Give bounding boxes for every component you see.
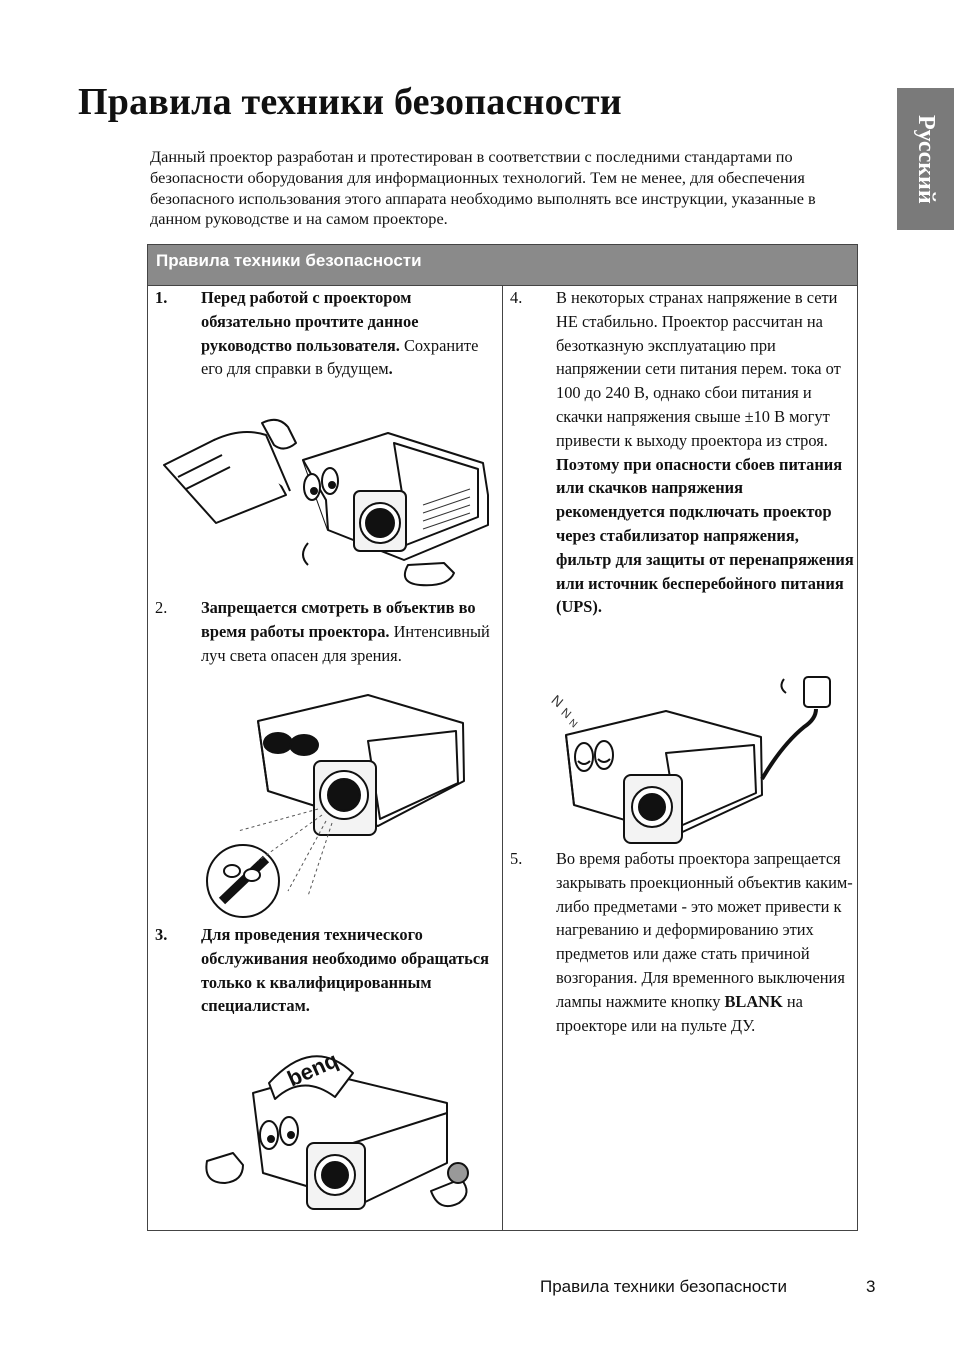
item-number: 4. [510,288,523,307]
svg-text:N: N [558,705,575,722]
language-tab [897,88,954,230]
item-text [201,923,497,1018]
intro-paragraph: Данный проектор разработан и протестирован в соответствии с последними стандартами по безопасности оборудования для информационных технологий. Тем не менее, для обеспечения безопасного использования этого аппарата необходимо выполнять все инструкции, указанные в данном руководстве и на самом проекторе. [150,147,816,229]
item-bold-text: Поэтому при опасности сбоев питания или скачков напряжения рекомендуется подключать проектор через стабилизатор напряжения, фильтр для защиты от перенапряжения или источник бесперебойного питания (UPS). [556,454,854,617]
item-text [556,286,856,619]
item-text [201,596,497,667]
projector-no-looking-illustration [198,691,478,926]
footer-section-title: Правила техники безопасности [540,1277,787,1296]
projector-surge-adapter-illustration [546,675,846,850]
item-plain-text-a: Во время работы проектора запрещается закрывать проекционный объектив каким-либо предметами - это может привести к нагреванию и деформированию этих предметов или даже стать причиной возгорания. Для временного выключения лампы нажмите кнопку [556,849,853,1011]
item-bold-text: Запрещается смотреть в объектив во время работы проектора. [201,598,476,641]
item-bold-text: Для проведения технического обслуживания необходимо обращаться только к квалифицированным специалистам. [201,925,489,1016]
item-bold-text: Перед работой с проектором обязательно прочтите данное руководство пользователя. [201,288,419,355]
svg-text:N: N [548,691,567,711]
item-text [201,286,497,381]
item-number: 2. [155,598,168,617]
item-plain-text-b: на проекторе или на пульте ДУ. [556,991,803,1035]
page-title: Правила техники безопасности [78,81,622,123]
item-tail: . [388,359,393,379]
benq-cap-logo: benq [283,1047,342,1092]
item-plain-text: В некоторых странах напряжение в сети НЕ стабильно. Проектор рассчитан на безотказную эксплуатацию при напряжении сети питания перем. тока от 100 до 240 В, однако сбои питания и скачки напряжения свыше ±10 В могут привести к выходу проектора из строя. [556,288,841,450]
safety-box-header: Правила техники безопасности [148,245,857,286]
item-text [556,847,856,1037]
blank-button-label: BLANK [724,991,783,1011]
item-plain-text: Интенсивный луч света опасен для зрения. [201,621,490,665]
column-divider [502,286,503,1230]
projector-reading-manual-illustration [158,405,494,595]
safety-box [147,244,858,1231]
item-number: 5. [510,849,523,868]
item-number: 1. [155,288,168,307]
projector-technician-illustration [203,1043,483,1223]
svg-text:N: N [566,717,580,731]
footer-page-number: 3 [866,1277,876,1296]
language-tab-label: Русский [913,114,939,204]
item-plain-text: Сохраните его для справки в будущем [201,335,479,379]
item-number: 3. [155,925,168,944]
